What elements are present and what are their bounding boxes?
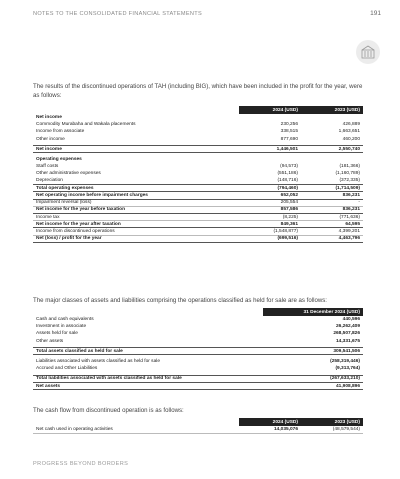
- value-2024: (794,460): [239, 185, 301, 192]
- value-2023: 4,463,796: [301, 235, 363, 242]
- value-2024: [239, 114, 301, 121]
- row-label: Other assets: [36, 338, 64, 344]
- row-label: Income from discontinued operations: [33, 228, 239, 235]
- row-label: Net income: [33, 146, 239, 153]
- cashflow-header-blank: [33, 418, 239, 426]
- table-row: [33, 235, 363, 242]
- table-row: [33, 323, 363, 330]
- value-2023: [301, 156, 363, 163]
- value-2024: 268,507,826: [333, 331, 360, 337]
- value-2023: (1,160,789): [335, 171, 360, 177]
- results-intro-text: The results of the discontinued operations of TAH (including BIG), which have been included in the profit for the year, were as follows:: [33, 83, 363, 99]
- row-label: Net assets: [33, 383, 263, 390]
- table-row: [33, 348, 363, 355]
- row-label: Other income: [36, 136, 65, 142]
- value-2024: 14,331,675: [335, 338, 360, 344]
- table-row: [33, 156, 363, 163]
- row-label: Operating expenses: [36, 157, 82, 163]
- results-header-blank: [33, 106, 239, 114]
- page-footer: PROGRESS BEYOND BORDERS: [33, 461, 129, 467]
- row-label: Investment in associate: [36, 324, 87, 330]
- row-label: Total assets classified as held for sale: [33, 348, 263, 355]
- value-2024: 338,515: [280, 129, 298, 135]
- discontinued-results-table: [33, 106, 363, 243]
- cashflow-table: [33, 418, 363, 434]
- table-row: [33, 199, 363, 206]
- row-label: Staff costs: [36, 164, 59, 170]
- value-2024: (699,516): [239, 235, 301, 242]
- value-2024: 849,361: [239, 221, 301, 228]
- row-label: Net income for the year before taxation: [33, 206, 239, 213]
- cashflow-col-2023: 2023 (USD): [301, 418, 363, 426]
- value-2023: -: [301, 199, 363, 206]
- table-row: [33, 330, 363, 337]
- value-2023: (771,636): [301, 213, 363, 220]
- value-2023: (1,714,509): [301, 185, 363, 192]
- held-for-sale-table: [33, 308, 363, 390]
- row-label: Assets held for sale: [36, 331, 78, 337]
- results-col-2023: 2023 (USD): [301, 106, 363, 114]
- value-2023: 4,399,201: [301, 228, 363, 235]
- table-row: [33, 114, 363, 121]
- value-2024: 205,554: [239, 199, 301, 206]
- value-2024: 857,586: [239, 206, 301, 213]
- row-label: Impairment reversal (loss): [33, 199, 239, 206]
- row-label: Total operating expenses: [33, 185, 239, 192]
- value-2024: 1,446,501: [239, 146, 301, 153]
- row-label: Cash and cash equivalents: [36, 317, 94, 323]
- table-row: [33, 358, 363, 365]
- table-row: [33, 170, 363, 177]
- value-2023: 460,200: [342, 136, 360, 142]
- table-row: [33, 375, 363, 382]
- row-label: Net operating income before impairment charges: [33, 192, 239, 199]
- value-2024: 440,596: [342, 317, 360, 323]
- value-2023: [301, 114, 363, 121]
- cashflow-col-2024: 2024 (USD): [239, 418, 301, 426]
- value-2023: 836,231: [301, 206, 363, 213]
- table-row: [33, 192, 363, 199]
- table-row: [33, 185, 363, 192]
- value-2024: 41,908,896: [263, 383, 363, 390]
- table-row: [33, 221, 363, 228]
- row-label: Net cash used in operating activities: [33, 426, 239, 433]
- value-2024: (551,186): [277, 171, 298, 177]
- table-row: [33, 136, 363, 143]
- row-label: Commodity Murabaha and Wakala placements: [36, 122, 136, 128]
- value-2024: [239, 156, 301, 163]
- value-2023: (372,335): [339, 178, 360, 184]
- value-2024: (1,548,877): [239, 228, 301, 235]
- value-2024: 652,052: [239, 192, 301, 199]
- value-2024: (258,319,446): [330, 359, 360, 365]
- table-row: [33, 228, 363, 235]
- cashflow-intro-text: The cash flow from discontinued operation is as follows:: [33, 407, 184, 414]
- row-label: Net income for the year after taxation: [33, 221, 239, 228]
- value-2023: 64,595: [301, 221, 363, 228]
- row-label: Net (loss) / profit for the year: [33, 235, 239, 242]
- page-header-title: NOTES TO THE CONSOLIDATED FINANCIAL STATEMENTS: [33, 11, 202, 17]
- table-row: [33, 426, 363, 433]
- value-2023: 2,550,740: [301, 146, 363, 153]
- row-label: Income tax: [33, 213, 239, 220]
- row-label: Income from associate: [36, 129, 85, 135]
- building-emblem-icon: [356, 40, 380, 64]
- value-2024: 14,035,076: [239, 426, 301, 433]
- table-row: [33, 163, 363, 170]
- table-row: [33, 338, 363, 345]
- row-label: Depreciation: [36, 178, 63, 184]
- results-col-2024: 2024 (USD): [239, 106, 301, 114]
- value-2023: 836,231: [301, 192, 363, 199]
- row-label: Accrued and Other Liabilities: [36, 366, 98, 372]
- value-2024: 309,541,506: [263, 348, 363, 355]
- value-2024: 26,262,409: [335, 324, 360, 330]
- value-2024: 877,690: [280, 136, 298, 142]
- row-label: Total liabilities associated with assets classified as held for sale: [33, 375, 263, 382]
- table-row: [33, 121, 363, 128]
- table-row: [33, 213, 363, 220]
- value-2024: (267,633,210): [263, 375, 363, 382]
- row-label: Liabilities associated with assets classified as held for sale: [36, 359, 160, 365]
- table-row: [33, 365, 363, 372]
- assets-intro-text: The major classes of assets and liabilities comprising the operations classified as held for sale are as follows:: [33, 297, 327, 304]
- value-2023: 426,889: [342, 122, 360, 128]
- value-2023: (48,579,544): [301, 426, 363, 433]
- value-2024: (148,716): [277, 178, 298, 184]
- table-row: [33, 383, 363, 390]
- value-2024: 230,256: [280, 122, 298, 128]
- value-2023: 1,663,651: [338, 129, 360, 135]
- row-label: Other administrative expenses: [36, 171, 101, 177]
- assets-col-2024: 31 December 2024 (USD): [263, 308, 363, 316]
- value-2024: (8,225): [239, 213, 301, 220]
- table-row: [33, 206, 363, 213]
- table-row: [33, 316, 363, 323]
- value-2024: (9,313,764): [335, 366, 360, 372]
- row-label: Net income: [36, 115, 62, 121]
- page-number: 191: [370, 10, 381, 17]
- table-row: [33, 178, 363, 185]
- value-2023: (181,366): [339, 164, 360, 170]
- table-row: [33, 128, 363, 135]
- table-row: [33, 146, 363, 153]
- value-2024: (94,573): [280, 164, 298, 170]
- assets-header-blank: [33, 308, 263, 316]
